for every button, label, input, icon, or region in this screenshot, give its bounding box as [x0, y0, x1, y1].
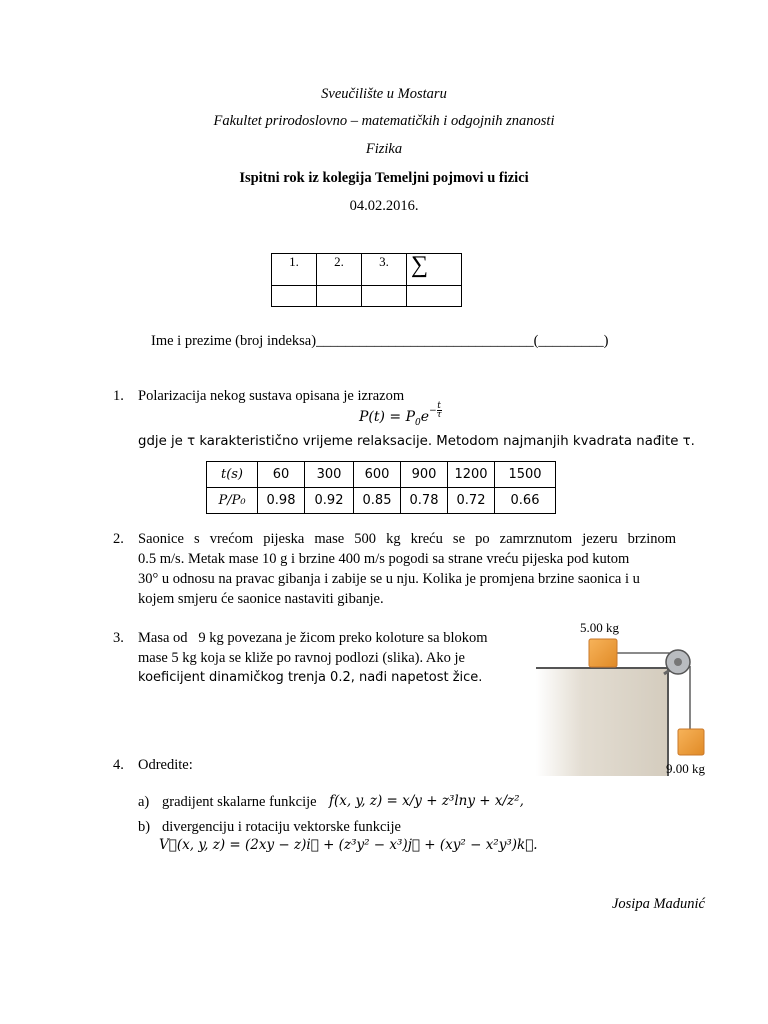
table-cell: 900: [401, 462, 448, 488]
score-header-1: 1.: [272, 254, 317, 286]
table-cell: 300: [305, 462, 354, 488]
table-cell: 0.98: [258, 488, 305, 514]
table-cell: 0.66: [495, 488, 556, 514]
problem-1-intro: Polarizacija nekog sustava opisana je izrazom: [138, 388, 405, 404]
score-cell-2[interactable]: [317, 286, 362, 307]
faculty-name: Fakultet prirodoslovno – matematičkih i odgojnih znanosti: [213, 113, 555, 129]
score-cell-1[interactable]: [272, 286, 317, 307]
problem-2-text: Saonice s vrećom pijeska mase 500 kg kreću se po zamrznutom jezeru brzinom 0.5 m/s. Metak mase 10 g i brzine 400 m/s pogodi sa strane vreću pijeska pod kutom 30° u odnosu na pravac gibanja i zabije se u nju. Kolika je promjena brzine saonica i u kojem smjeru će saonice nastaviti gibanje.: [138, 531, 676, 607]
pulley-figure: [536, 616, 708, 776]
score-header-3: 3.: [362, 254, 407, 286]
problem-4a-label: a): [138, 794, 150, 810]
top-mass-label: 5.00 kg: [580, 620, 619, 635]
table-cell: 0.72: [448, 488, 495, 514]
table-row-label-t: t(s): [207, 462, 258, 488]
block-5kg: [589, 639, 617, 667]
problem-1-data-table: [206, 461, 556, 514]
table-cell: 1500: [495, 462, 556, 488]
problem-4-intro: Odredite:: [138, 757, 193, 773]
score-table: [271, 253, 462, 307]
problem-4a-text: gradijent skalarne funkcije: [162, 794, 317, 810]
table-cell: 600: [354, 462, 401, 488]
table-cell: 1200: [448, 462, 495, 488]
table-row-label-p: P/P₀: [207, 488, 258, 514]
table-cell: 60: [258, 462, 305, 488]
author-name: Josipa Madunić: [611, 896, 705, 912]
table-cell: 0.92: [305, 488, 354, 514]
department-name: Fizika: [365, 141, 403, 157]
pulley-axle: [674, 658, 682, 666]
problem-3-text: Masa od 9 kg povezana je žicom preko koloture sa blokom mase 5 kg koja se kliže po ravnoj podlozi (slika). Ako je koeficijent dinamičkog trenja 0.2, nađi napetost žice.: [138, 630, 488, 685]
name-index-field[interactable]: Ime i prezime (broj indeksa)______________________________(_________): [151, 333, 609, 349]
table-body: [536, 668, 668, 776]
score-cell-sum[interactable]: [407, 286, 462, 307]
problem-1-number: 1.: [113, 388, 124, 404]
hanging-mass-label: 9.00 kg: [666, 761, 705, 776]
table-cell: 0.78: [401, 488, 448, 514]
problem-4b-text: divergenciju i rotaciju vektorske funkcije: [162, 819, 401, 835]
problem-4b-formula: V⃗(x, y, z) = (2xy − z)i⃗ + (z³y² − x³)j⃗ + (xy² − x²y³)k⃗.: [159, 837, 538, 853]
block-9kg: [678, 729, 704, 755]
score-header-2: 2.: [317, 254, 362, 286]
university-name: Sveučilište u Mostaru: [321, 86, 447, 102]
score-cell-3[interactable]: [362, 286, 407, 307]
problem-4b-label: b): [138, 819, 151, 835]
table-cell: 0.85: [354, 488, 401, 514]
problem-1-formula: $P(t) = P_0e^{- \frac{t}{\tau}}$: [359, 401, 442, 428]
problem-4-number: 4.: [113, 757, 124, 773]
problem-2-number: 2.: [113, 531, 124, 547]
score-header-sum: ∑: [407, 254, 462, 286]
exam-title: Ispitni rok iz kolegija Temeljni pojmovi u fizici: [239, 170, 529, 186]
pulley-diagram: [536, 616, 708, 776]
problem-4a-formula: f(x, y, z) = x/y + z³lny + x/z²,: [329, 793, 524, 809]
exam-date: 04.02.2016.: [349, 198, 419, 214]
problem-3-number: 3.: [113, 630, 124, 646]
problem-1-text: gdje je τ karakteristično vrijeme relaksacije. Metodom najmanjih kvadrata nađite τ.: [138, 434, 695, 449]
